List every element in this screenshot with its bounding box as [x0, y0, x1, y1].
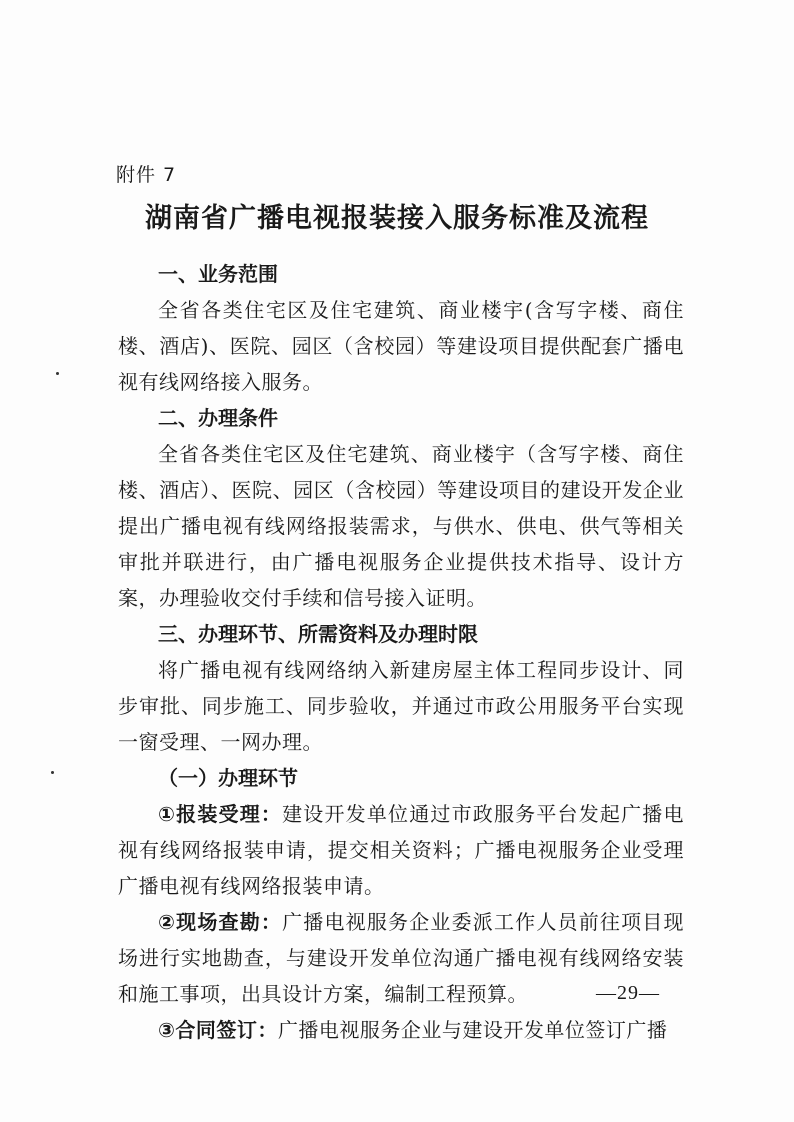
- step-paragraph-3: [118, 1012, 684, 1048]
- annex-label: 附件 7: [116, 164, 177, 186]
- section-text-conditions: 全省各类住宅区及住宅建筑、商业楼宇（含写字楼、商住楼、酒店）、医院、园区（含校园）等建设项目的建设开发企业提出广播电视有线网络报装需求，与供水、供电、供气等相关审批并联进行，由广播电视服务企业提供技术指导、设计方案，办理验收交付手续和信号接入证明。: [118, 442, 684, 610]
- section-heading-conditions: 二、办理条件: [158, 406, 278, 430]
- scan-speck: [51, 771, 54, 774]
- document-body: [118, 256, 684, 1048]
- step-lead-1: ①报装受理：: [158, 802, 283, 826]
- section-heading-process: 三、办理环节、所需资料及办理时限: [158, 622, 478, 646]
- section-heading-scope: 一、业务范围: [158, 262, 278, 286]
- step-text-3: 广播电视服务企业与建设开发单位签订广播: [277, 1018, 668, 1042]
- page-number: —29—: [596, 982, 660, 1004]
- scan-speck: [56, 372, 59, 375]
- document-title: 湖南省广播电视报装接入服务标准及流程: [145, 203, 649, 234]
- step-lead-3: ③合同签订：: [158, 1018, 278, 1042]
- step-lead-2: ②现场查勘：: [158, 910, 283, 934]
- section-text-scope: 全省各类住宅区及住宅建筑、商业楼宇(含写字楼、商住楼、酒店)、医院、园区（含校园）等建设项目提供配套广播电视有线网络接入服务。: [118, 298, 684, 394]
- subsection-heading-steps: （一）办理环节: [158, 766, 298, 790]
- step-text-2: 广播电视服务企业委派工作人员前往项目现场进行实地勘查，与建设开发单位沟通广播电视有线网络安装和施工事项，出具设计方案，编制工程预算。: [118, 910, 684, 1006]
- step-paragraph-1: [118, 796, 684, 904]
- step-text-1: 建设开发单位通过市政服务平台发起广播电视有线网络报装申请，提交相关资料；广播电视服务企业受理广播电视有线网络报装申请。: [118, 802, 684, 898]
- section-text-process: 将广播电视有线网络纳入新建房屋主体工程同步设计、同步审批、同步施工、同步验收，并通过市政公用服务平台实现一窗受理、一网办理。: [118, 658, 684, 754]
